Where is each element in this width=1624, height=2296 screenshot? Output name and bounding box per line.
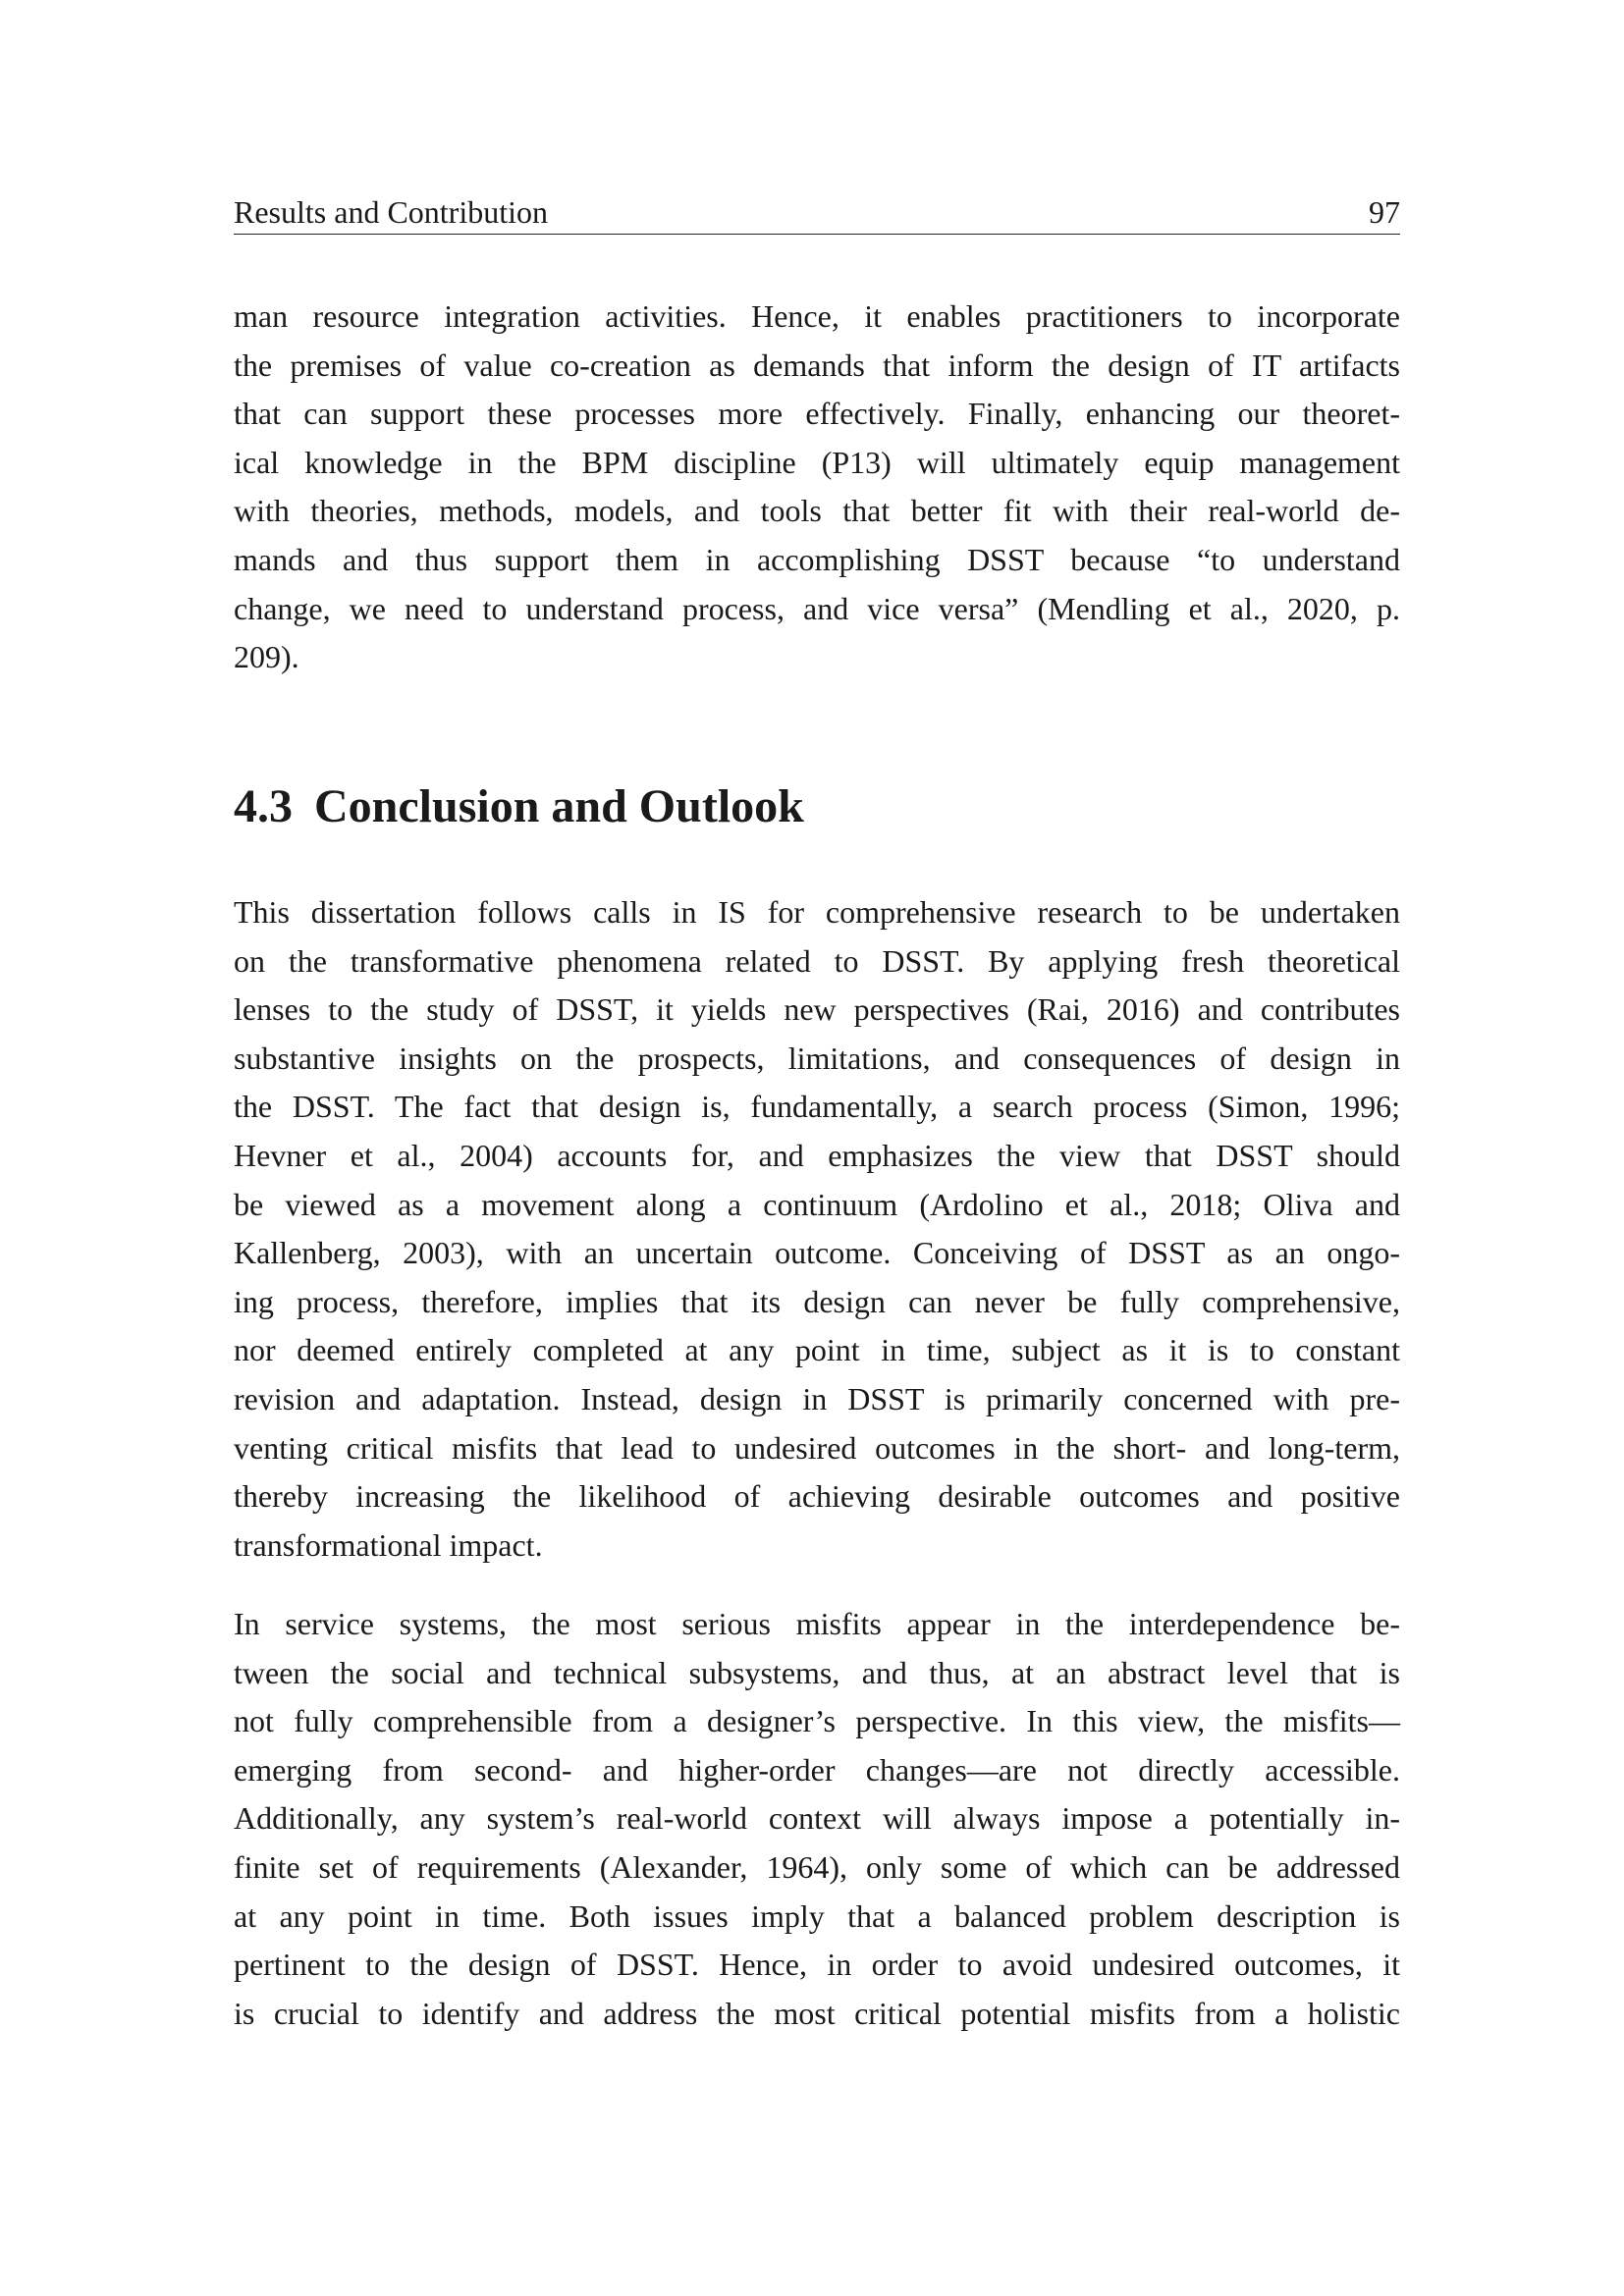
text-line: nor deemed entirely completed at any point in time, subject as it is to constant: [234, 1332, 1400, 1368]
text-line: the premises of value co-creation as demands that inform the design of IT artifacts: [234, 347, 1400, 383]
text-line: In service systems, the most serious misfits appear in the interdependence be-: [234, 1606, 1400, 1641]
section-heading: [234, 775, 804, 838]
text-line: ical knowledge in the BPM discipline (P13) will ultimately equip management: [234, 444, 1400, 480]
text-line: Kallenberg, 2003), with an uncertain outcome. Conceiving of DSST as an ongo-: [234, 1235, 1400, 1271]
text-line: is crucial to identify and address the most critical potential misfits from a holistic: [234, 1995, 1400, 2031]
text-line: lenses to the study of DSST, it yields new perspectives (Rai, 2016) and contributes: [234, 991, 1400, 1028]
running-header: [234, 190, 1400, 235]
text-line: be viewed as a movement along a continuum (Ardolino et al., 2018; Oliva and: [234, 1186, 1400, 1222]
text-line: on the transformative phenomena related to DSST. By applying fresh theoretical: [234, 942, 1400, 979]
text-line: venting critical misfits that lead to undesired outcomes in the short- and long-term,: [234, 1429, 1400, 1466]
text-line: Hevner et al., 2004) accounts for, and emphasizes the view that DSST should: [234, 1137, 1400, 1173]
text-line: that can support these processes more effectively. Finally, enhancing our theoret-: [234, 396, 1400, 432]
text-line: ing process, therefore, implies that its design can never be fully comprehensive,: [234, 1283, 1400, 1319]
text-line: finite set of requirements (Alexander, 1964), only some of which can be addressed: [234, 1848, 1400, 1885]
text-line: revision and adaptation. Instead, design in DSST is primarily concerned with pre-: [234, 1380, 1400, 1416]
text-line: transformational impact.: [234, 1526, 543, 1563]
text-line: the DSST. The fact that design is, fundamentally, a search process (Simon, 1996;: [234, 1089, 1400, 1125]
section-title: Conclusion and Outlook: [314, 780, 804, 832]
text-line: at any point in time. Both issues imply that a balanced problem description is: [234, 1897, 1400, 1934]
text-line: 209).: [234, 639, 299, 675]
paragraph-3: [234, 1600, 1400, 2038]
text-line: not fully comprehensible from a designer’s perspective. In this view, the misfits—: [234, 1703, 1400, 1739]
text-line: with theories, methods, models, and tools that better fit with their real-world de-: [234, 493, 1400, 529]
paragraph-1: [234, 293, 1400, 682]
section-number: 4.3: [234, 780, 293, 832]
text-line: substantive insights on the prospects, limitations, and consequences of design in: [234, 1040, 1400, 1076]
text-line: thereby increasing the likelihood of achieving desirable outcomes and positive: [234, 1478, 1400, 1515]
paragraph-2: [234, 888, 1400, 1570]
text-line: change, we need to understand process, and vice versa” (Mendling et al., 2020, p.: [234, 590, 1400, 626]
running-title: Results and Contribution: [234, 194, 548, 230]
text-line: emerging from second- and higher-order changes—are not directly accessible.: [234, 1751, 1400, 1788]
text-line: This dissertation follows calls in IS for comprehensive research to be undertaken: [234, 894, 1400, 930]
text-line: man resource integration activities. Hence, it enables practitioners to incorporate: [234, 298, 1400, 334]
text-line: mands and thus support them in accomplishing DSST because “to understand: [234, 541, 1400, 577]
text-line: Additionally, any system’s real-world context will always impose a potentially in-: [234, 1800, 1400, 1837]
page-number: 97: [1369, 194, 1400, 230]
text-line: pertinent to the design of DSST. Hence, in order to avoid undesired outcomes, it: [234, 1947, 1400, 1983]
text-line: tween the social and technical subsystems, and thus, at an abstract level that is: [234, 1654, 1400, 1690]
